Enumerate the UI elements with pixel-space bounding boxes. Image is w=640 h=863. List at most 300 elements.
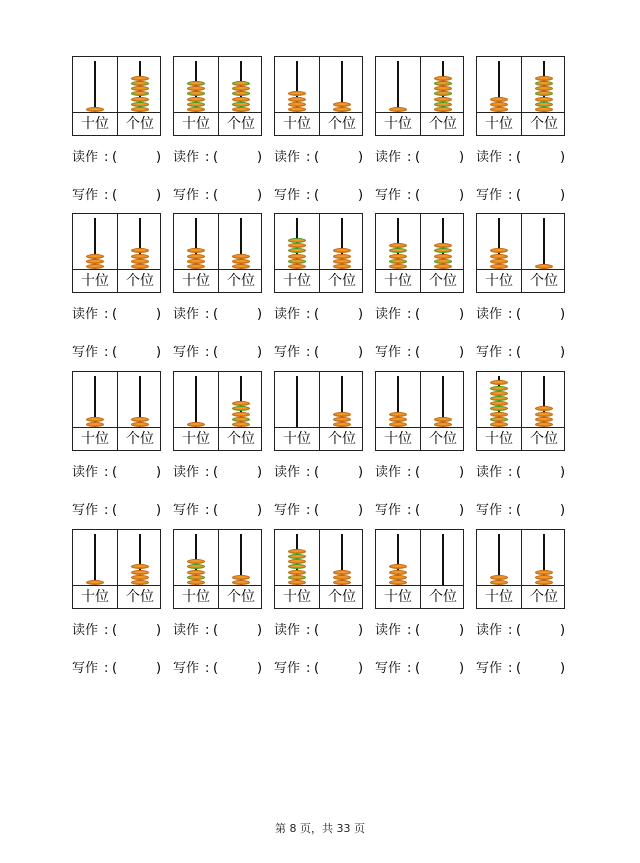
abacus-card bbox=[375, 529, 464, 609]
abacus-bead bbox=[131, 248, 149, 253]
write-as-label: 写作 bbox=[173, 188, 200, 203]
read-as-label: 读作 bbox=[375, 623, 402, 638]
colon-mark: : bbox=[104, 503, 109, 518]
tens-column bbox=[477, 530, 521, 609]
abacus-bead bbox=[434, 81, 452, 86]
colon-mark: : bbox=[407, 307, 412, 322]
colon-mark: : bbox=[104, 465, 109, 480]
open-paren: ( bbox=[415, 465, 421, 480]
close-paren: ) bbox=[257, 623, 263, 638]
bead-stack bbox=[522, 62, 566, 112]
open-paren: ( bbox=[415, 345, 421, 360]
abacus-bead bbox=[333, 580, 351, 585]
abacus-bead bbox=[333, 570, 351, 575]
bead-stack bbox=[320, 377, 364, 427]
abacus-bead bbox=[232, 580, 250, 585]
abacus-bead bbox=[232, 264, 250, 269]
abacus-card bbox=[375, 56, 464, 136]
abacus-bead bbox=[434, 248, 452, 253]
ones-column bbox=[522, 214, 566, 293]
abacus-bead bbox=[131, 254, 149, 259]
open-paren: ( bbox=[415, 661, 421, 676]
abacus-bead bbox=[86, 107, 104, 112]
ones-column bbox=[320, 214, 364, 293]
open-paren: ( bbox=[112, 503, 118, 518]
abacus-bead bbox=[389, 107, 407, 112]
write-answer-line bbox=[173, 661, 265, 677]
ones-place-label: 个位 bbox=[530, 273, 558, 289]
read-as-label: 读作 bbox=[274, 623, 301, 638]
close-paren: ) bbox=[358, 150, 364, 165]
tens-place-label: 十位 bbox=[182, 431, 210, 447]
tens-column bbox=[174, 57, 218, 136]
abacus-bead bbox=[535, 107, 553, 112]
colon-mark: : bbox=[508, 188, 513, 203]
colon-mark: : bbox=[205, 503, 210, 518]
write-as-label: 写作 bbox=[274, 503, 301, 518]
colon-mark: : bbox=[205, 465, 210, 480]
abacus-bead bbox=[434, 86, 452, 91]
tens-column bbox=[477, 372, 521, 451]
abacus-card bbox=[72, 56, 161, 136]
open-paren: ( bbox=[112, 465, 118, 480]
abacus-bead bbox=[389, 580, 407, 585]
open-paren: ( bbox=[314, 150, 320, 165]
abacus-card bbox=[72, 529, 161, 609]
tens-column bbox=[376, 530, 420, 609]
abacus-bead bbox=[288, 575, 306, 580]
ones-place-label: 个位 bbox=[126, 431, 154, 447]
abacus-bead bbox=[131, 97, 149, 102]
colon-mark: : bbox=[407, 345, 412, 360]
abacus-bead bbox=[535, 406, 553, 411]
read-as-label: 读作 bbox=[173, 150, 200, 165]
open-paren: ( bbox=[213, 188, 219, 203]
colon-mark: : bbox=[104, 345, 109, 360]
read-as-label: 读作 bbox=[476, 623, 503, 638]
tens-column bbox=[275, 214, 319, 293]
write-answer-line bbox=[173, 345, 265, 361]
read-as-label: 读作 bbox=[72, 307, 99, 322]
abacus-bead bbox=[131, 580, 149, 585]
write-as-label: 写作 bbox=[72, 503, 99, 518]
read-as-label: 读作 bbox=[72, 465, 99, 480]
bead-stack bbox=[219, 377, 263, 427]
tens-column bbox=[477, 57, 521, 136]
write-answer-line bbox=[375, 503, 467, 519]
abacus-bead bbox=[535, 264, 553, 269]
colon-mark: : bbox=[508, 307, 513, 322]
abacus-bead bbox=[389, 248, 407, 253]
colon-mark: : bbox=[205, 150, 210, 165]
colon-mark: : bbox=[407, 503, 412, 518]
colon-mark: : bbox=[306, 661, 311, 676]
read-answer-line bbox=[72, 307, 164, 323]
colon-mark: : bbox=[104, 661, 109, 676]
close-paren: ) bbox=[257, 503, 263, 518]
abacus-card bbox=[476, 529, 565, 609]
read-as-label: 读作 bbox=[72, 623, 99, 638]
abacus-bead bbox=[187, 102, 205, 107]
close-paren: ) bbox=[459, 503, 465, 518]
bead-stack bbox=[73, 219, 117, 269]
close-paren: ) bbox=[560, 307, 566, 322]
abacus-bead bbox=[232, 401, 250, 406]
abacus-bead bbox=[187, 264, 205, 269]
tens-place-label: 十位 bbox=[485, 116, 513, 132]
read-as-label: 读作 bbox=[72, 150, 99, 165]
abacus-card bbox=[274, 529, 363, 609]
open-paren: ( bbox=[516, 150, 522, 165]
bead-stack bbox=[118, 377, 162, 427]
write-as-label: 写作 bbox=[173, 503, 200, 518]
close-paren: ) bbox=[156, 623, 162, 638]
ones-column bbox=[118, 372, 162, 451]
open-paren: ( bbox=[314, 503, 320, 518]
open-paren: ( bbox=[415, 503, 421, 518]
colon-mark: : bbox=[104, 307, 109, 322]
abacus-bead bbox=[288, 102, 306, 107]
bead-stack bbox=[275, 377, 319, 427]
ones-place-label: 个位 bbox=[530, 431, 558, 447]
bead-stack bbox=[118, 62, 162, 112]
ones-place-label: 个位 bbox=[126, 589, 154, 605]
abacus-bead bbox=[131, 259, 149, 264]
abacus-bead bbox=[288, 238, 306, 243]
tens-column bbox=[376, 372, 420, 451]
tens-place-label: 十位 bbox=[384, 273, 412, 289]
open-paren: ( bbox=[314, 465, 320, 480]
tens-place-label: 十位 bbox=[283, 273, 311, 289]
read-answer-line bbox=[173, 623, 265, 639]
tens-place-label: 十位 bbox=[384, 589, 412, 605]
bead-stack bbox=[376, 219, 420, 269]
write-answer-line bbox=[72, 345, 164, 361]
colon-mark: : bbox=[104, 623, 109, 638]
close-paren: ) bbox=[560, 150, 566, 165]
read-as-label: 读作 bbox=[476, 150, 503, 165]
read-answer-line bbox=[173, 150, 265, 166]
abacus-bead bbox=[490, 412, 508, 417]
abacus-bead bbox=[490, 401, 508, 406]
open-paren: ( bbox=[314, 345, 320, 360]
bead-stack bbox=[73, 535, 117, 585]
close-paren: ) bbox=[156, 188, 162, 203]
tens-place-label: 十位 bbox=[182, 589, 210, 605]
abacus-bead bbox=[535, 97, 553, 102]
ones-column bbox=[118, 57, 162, 136]
colon-mark: : bbox=[205, 345, 210, 360]
abacus-bead bbox=[434, 422, 452, 427]
write-answer-line bbox=[375, 345, 467, 361]
read-answer-line bbox=[274, 307, 366, 323]
abacus-bead bbox=[232, 259, 250, 264]
write-as-label: 写作 bbox=[72, 345, 99, 360]
bead-stack bbox=[275, 535, 319, 585]
ones-place-label: 个位 bbox=[328, 431, 356, 447]
tens-place-label: 十位 bbox=[485, 273, 513, 289]
abacus-card bbox=[173, 529, 262, 609]
write-answer-line bbox=[274, 188, 366, 204]
bead-stack bbox=[320, 62, 364, 112]
abacus-bead bbox=[333, 417, 351, 422]
abacus-bead bbox=[490, 259, 508, 264]
abacus-bead bbox=[187, 580, 205, 585]
open-paren: ( bbox=[314, 188, 320, 203]
write-as-label: 写作 bbox=[173, 345, 200, 360]
abacus-bead bbox=[288, 554, 306, 559]
tens-column bbox=[73, 214, 117, 293]
abacus-bead bbox=[131, 417, 149, 422]
close-paren: ) bbox=[358, 345, 364, 360]
open-paren: ( bbox=[213, 345, 219, 360]
close-paren: ) bbox=[459, 623, 465, 638]
abacus-card bbox=[476, 371, 565, 451]
write-answer-line bbox=[173, 503, 265, 519]
close-paren: ) bbox=[156, 150, 162, 165]
abacus-bead bbox=[490, 391, 508, 396]
abacus-bead bbox=[389, 564, 407, 569]
read-as-label: 读作 bbox=[173, 307, 200, 322]
open-paren: ( bbox=[213, 465, 219, 480]
colon-mark: : bbox=[508, 623, 513, 638]
write-as-label: 写作 bbox=[375, 503, 402, 518]
open-paren: ( bbox=[213, 661, 219, 676]
tens-place-label: 十位 bbox=[81, 116, 109, 132]
open-paren: ( bbox=[516, 623, 522, 638]
read-answer-line bbox=[173, 465, 265, 481]
abacus-bead bbox=[490, 417, 508, 422]
colon-mark: : bbox=[407, 150, 412, 165]
close-paren: ) bbox=[560, 661, 566, 676]
open-paren: ( bbox=[112, 188, 118, 203]
abacus-bead bbox=[232, 422, 250, 427]
abacus-bead bbox=[86, 254, 104, 259]
abacus-bead bbox=[288, 264, 306, 269]
ones-column bbox=[320, 372, 364, 451]
open-paren: ( bbox=[516, 188, 522, 203]
abacus-card bbox=[274, 213, 363, 293]
colon-mark: : bbox=[306, 503, 311, 518]
bead-stack bbox=[522, 377, 566, 427]
open-paren: ( bbox=[213, 150, 219, 165]
bead-stack bbox=[421, 62, 465, 112]
open-paren: ( bbox=[314, 623, 320, 638]
ones-column bbox=[421, 57, 465, 136]
open-paren: ( bbox=[213, 503, 219, 518]
bead-stack bbox=[320, 535, 364, 585]
abacus-bead bbox=[490, 97, 508, 102]
abacus-bead bbox=[490, 575, 508, 580]
abacus-bead bbox=[131, 570, 149, 575]
open-paren: ( bbox=[516, 503, 522, 518]
colon-mark: : bbox=[306, 623, 311, 638]
ones-column bbox=[522, 530, 566, 609]
read-answer-line bbox=[72, 465, 164, 481]
bead-stack bbox=[376, 377, 420, 427]
abacus-bead bbox=[434, 254, 452, 259]
close-paren: ) bbox=[560, 188, 566, 203]
bead-stack bbox=[421, 535, 465, 585]
abacus-bead bbox=[434, 97, 452, 102]
colon-mark: : bbox=[508, 465, 513, 480]
ones-column bbox=[118, 530, 162, 609]
abacus-bead bbox=[490, 406, 508, 411]
ones-column bbox=[320, 530, 364, 609]
abacus-bead bbox=[389, 254, 407, 259]
ones-column bbox=[219, 372, 263, 451]
abacus-bead bbox=[333, 575, 351, 580]
colon-mark: : bbox=[407, 188, 412, 203]
read-answer-line bbox=[375, 150, 467, 166]
abacus-bead bbox=[187, 254, 205, 259]
tens-place-label: 十位 bbox=[384, 431, 412, 447]
abacus-bead bbox=[288, 559, 306, 564]
abacus-bead bbox=[434, 417, 452, 422]
colon-mark: : bbox=[407, 623, 412, 638]
write-answer-line bbox=[274, 661, 366, 677]
abacus-bead bbox=[434, 91, 452, 96]
read-answer-line bbox=[274, 465, 366, 481]
abacus-bead bbox=[288, 97, 306, 102]
write-as-label: 写作 bbox=[72, 188, 99, 203]
close-paren: ) bbox=[257, 150, 263, 165]
write-as-label: 写作 bbox=[274, 345, 301, 360]
abacus-bead bbox=[131, 575, 149, 580]
read-answer-line bbox=[274, 150, 366, 166]
abacus-bead bbox=[288, 107, 306, 112]
read-as-label: 读作 bbox=[375, 150, 402, 165]
ones-column bbox=[320, 57, 364, 136]
abacus-bead bbox=[86, 580, 104, 585]
close-paren: ) bbox=[459, 150, 465, 165]
bead-stack bbox=[118, 535, 162, 585]
write-as-label: 写作 bbox=[476, 188, 503, 203]
write-answer-line bbox=[274, 345, 366, 361]
abacus-bead bbox=[490, 422, 508, 427]
tens-place-label: 十位 bbox=[485, 431, 513, 447]
abacus-card bbox=[476, 56, 565, 136]
abacus-bead bbox=[232, 417, 250, 422]
abacus-bead bbox=[389, 422, 407, 427]
close-paren: ) bbox=[156, 503, 162, 518]
abacus-bead bbox=[232, 412, 250, 417]
abacus-bead bbox=[389, 570, 407, 575]
ones-place-label: 个位 bbox=[126, 116, 154, 132]
abacus-bead bbox=[389, 259, 407, 264]
close-paren: ) bbox=[459, 661, 465, 676]
abacus-bead bbox=[389, 412, 407, 417]
read-answer-line bbox=[274, 623, 366, 639]
ones-column bbox=[219, 214, 263, 293]
ones-place-label: 个位 bbox=[227, 431, 255, 447]
bead-stack bbox=[477, 219, 521, 269]
write-as-label: 写作 bbox=[72, 661, 99, 676]
bead-stack bbox=[118, 219, 162, 269]
abacus-bead bbox=[490, 580, 508, 585]
abacus-bead bbox=[434, 259, 452, 264]
close-paren: ) bbox=[459, 188, 465, 203]
ones-column bbox=[219, 530, 263, 609]
ones-column bbox=[421, 214, 465, 293]
open-paren: ( bbox=[314, 661, 320, 676]
read-as-label: 读作 bbox=[375, 307, 402, 322]
close-paren: ) bbox=[459, 345, 465, 360]
abacus-bead bbox=[288, 564, 306, 569]
abacus-bead bbox=[490, 264, 508, 269]
tens-place-label: 十位 bbox=[182, 116, 210, 132]
abacus-bead bbox=[434, 102, 452, 107]
bead-stack bbox=[275, 62, 319, 112]
write-as-label: 写作 bbox=[375, 188, 402, 203]
abacus-bead bbox=[535, 422, 553, 427]
abacus-card bbox=[274, 371, 363, 451]
abacus-bead bbox=[288, 248, 306, 253]
abacus-card bbox=[72, 371, 161, 451]
abacus-bead bbox=[434, 264, 452, 269]
close-paren: ) bbox=[257, 188, 263, 203]
tens-place-label: 十位 bbox=[384, 116, 412, 132]
abacus-card bbox=[72, 213, 161, 293]
abacus-bead bbox=[187, 91, 205, 96]
read-as-label: 读作 bbox=[173, 623, 200, 638]
abacus-bead bbox=[333, 254, 351, 259]
write-answer-line bbox=[274, 503, 366, 519]
bead-stack bbox=[376, 62, 420, 112]
tens-column bbox=[73, 57, 117, 136]
abacus-bead bbox=[434, 76, 452, 81]
abacus-bead bbox=[131, 422, 149, 427]
bead-stack bbox=[174, 377, 218, 427]
abacus-bead bbox=[535, 417, 553, 422]
colon-mark: : bbox=[407, 465, 412, 480]
read-as-label: 读作 bbox=[173, 465, 200, 480]
abacus-bead bbox=[333, 412, 351, 417]
abacus-bead bbox=[187, 422, 205, 427]
abacus-bead bbox=[490, 386, 508, 391]
close-paren: ) bbox=[156, 307, 162, 322]
open-paren: ( bbox=[516, 307, 522, 322]
colon-mark: : bbox=[508, 150, 513, 165]
read-as-label: 读作 bbox=[476, 307, 503, 322]
bead-stack bbox=[73, 62, 117, 112]
tens-column bbox=[275, 530, 319, 609]
abacus-bead bbox=[86, 422, 104, 427]
read-as-label: 读作 bbox=[476, 465, 503, 480]
write-answer-line bbox=[173, 188, 265, 204]
colon-mark: : bbox=[104, 150, 109, 165]
close-paren: ) bbox=[560, 345, 566, 360]
open-paren: ( bbox=[314, 307, 320, 322]
abacus-bead bbox=[187, 107, 205, 112]
abacus-bead bbox=[131, 91, 149, 96]
close-paren: ) bbox=[257, 661, 263, 676]
abacus-bead bbox=[434, 243, 452, 248]
abacus-bead bbox=[232, 81, 250, 86]
open-paren: ( bbox=[415, 188, 421, 203]
abacus-bead bbox=[490, 102, 508, 107]
bead-stack bbox=[174, 535, 218, 585]
write-as-label: 写作 bbox=[173, 661, 200, 676]
tens-place-label: 十位 bbox=[283, 431, 311, 447]
close-paren: ) bbox=[358, 465, 364, 480]
abacus-bead bbox=[490, 248, 508, 253]
tens-place-label: 十位 bbox=[283, 589, 311, 605]
abacus-bead bbox=[535, 86, 553, 91]
ones-place-label: 个位 bbox=[227, 116, 255, 132]
abacus-bead bbox=[389, 243, 407, 248]
open-paren: ( bbox=[516, 345, 522, 360]
